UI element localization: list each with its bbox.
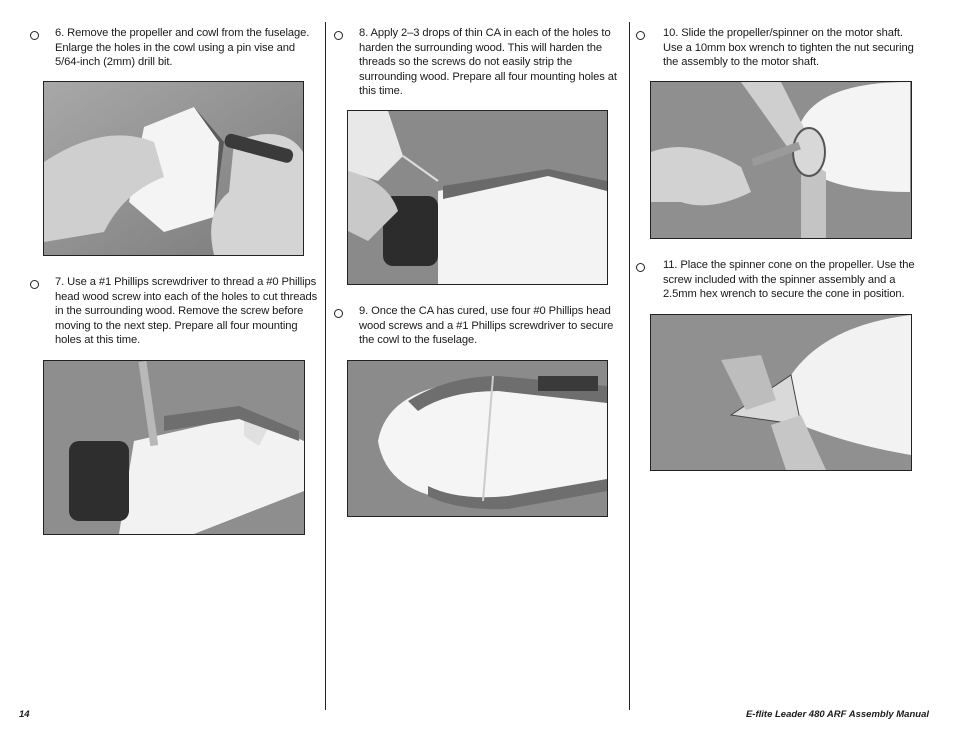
step-10-text: 10. Slide the propeller/spinner on the motor shaft. Use a 10mm box wrench to tighten the nut securing the assembly to the motor shaft. — [663, 27, 914, 69]
checkbox-bullet-icon[interactable] — [636, 263, 645, 272]
step-8-photo — [347, 110, 608, 285]
page-number: 14 — [19, 709, 30, 720]
manual-title: E-flite Leader 480 ARF Assembly Manual — [745, 709, 929, 720]
step-6-photo — [43, 81, 304, 256]
step-11-photo — [650, 314, 912, 471]
step-7-photo — [43, 360, 305, 535]
column-divider-right — [629, 22, 630, 710]
checkbox-bullet-icon[interactable] — [636, 31, 645, 40]
checkbox-bullet-icon[interactable] — [30, 31, 39, 40]
step-9-text: 9. Once the CA has cured, use four #0 Phillips head wood screws and a #1 Phillips screwdriver to secure the cowl to the fuselage. — [359, 305, 614, 347]
column-divider-left — [325, 22, 326, 710]
step-7-text: 7. Use a #1 Phillips screwdriver to thread a #0 Phillips head wood screw into each of the holes to cut threads in the surrounding wood. Remove the screw before moving to the next step. Prepare all four mounting holes at this time. — [55, 276, 318, 347]
step-10-photo — [650, 81, 912, 239]
step-6-text: 6. Remove the propeller and cowl from the fuselage. Enlarge the holes in the cowl using a pin vise and 5/64-inch (2mm) drill bit. — [55, 27, 310, 69]
step-8-text: 8. Apply 2–3 drops of thin CA in each of the holes to harden the surrounding wood. This will harden the threads so the screws do not easily strip the surrounding wood. Prepare all four mounting holes at this time. — [359, 27, 617, 98]
checkbox-bullet-icon[interactable] — [334, 309, 343, 318]
step-11-text: 11. Place the spinner cone on the propeller. Use the screw included with the spinner assembly and a 2.5mm hex wrench to secure the cone in position. — [663, 259, 915, 301]
checkbox-bullet-icon[interactable] — [30, 280, 39, 289]
step-9-photo — [347, 360, 608, 517]
checkbox-bullet-icon[interactable] — [334, 31, 343, 40]
